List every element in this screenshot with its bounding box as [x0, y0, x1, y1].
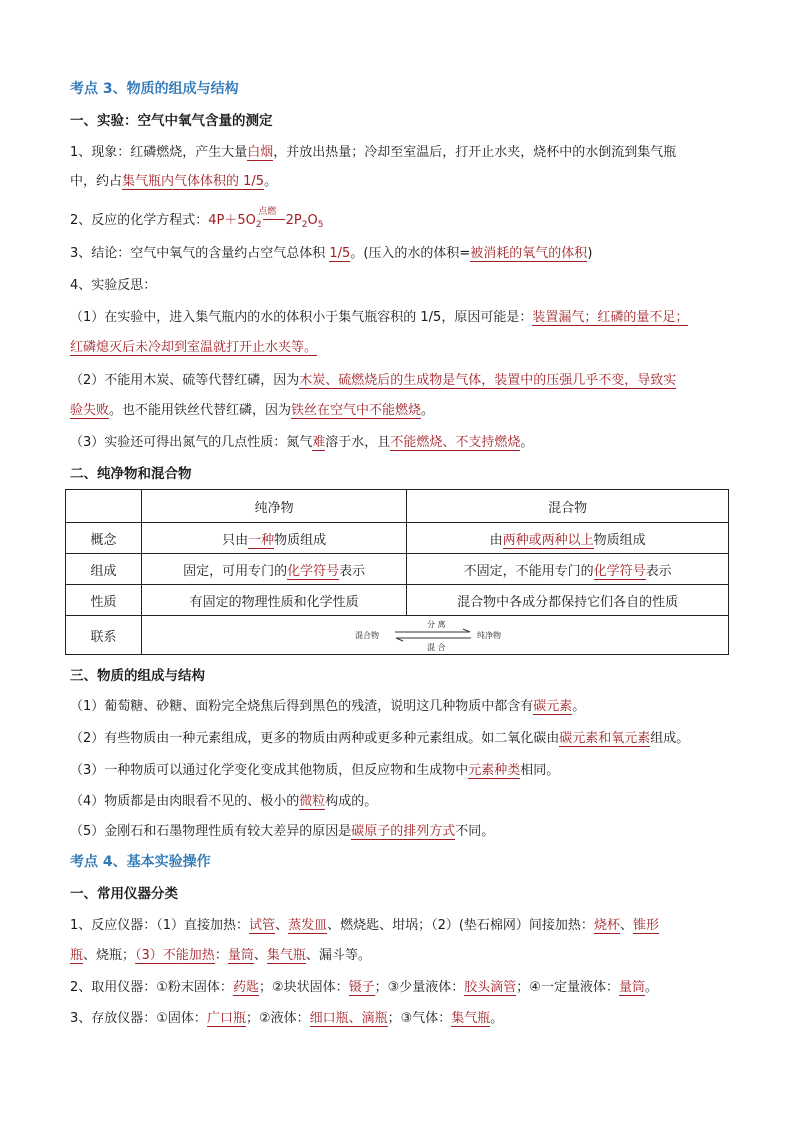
line-reflection-1-cont — [70, 339, 317, 357]
text: 。 — [490, 1011, 504, 1026]
answer: 广口瓶 — [206, 1011, 246, 1026]
text: 物质组成 — [593, 532, 646, 548]
row-header-relation: 联系 — [66, 616, 142, 655]
answer: 集气瓶内气体体积的 1/5 — [122, 174, 265, 189]
diagram-label-separate: 分 离 — [427, 620, 446, 629]
table-row — [66, 490, 729, 523]
text: 2、反应的化学方程式： — [70, 213, 209, 228]
heading-composition-structure: 三、物质的组成与结构 — [70, 668, 205, 684]
eq-sub: 2 — [255, 220, 262, 230]
answer: 蒸发皿 — [288, 918, 328, 933]
answer: 量筒 — [227, 948, 254, 963]
answer: 碳原子的排列方式 — [351, 824, 456, 839]
text: 物质组成 — [274, 532, 327, 548]
text: （1）葡萄糖、砂糖、面粉完全烧焦后得到黑色的残渣，说明这几种物质中都含有 — [70, 699, 534, 714]
text: 。 — [421, 403, 435, 418]
line-reaction-instruments — [70, 917, 659, 935]
answer: （3）不能加热 — [135, 948, 215, 963]
table-row — [66, 554, 729, 585]
table-cell — [407, 554, 729, 585]
text: 、燃烧匙、坩埚；（2）(垫石棉网）间接加热： — [327, 918, 594, 933]
chemical-equation — [208, 207, 324, 230]
section-title-kaodian3: 考点 3、物质的组成与结构 — [70, 81, 239, 97]
table-cell-empty — [66, 490, 142, 523]
answer: 烧杯 — [593, 918, 620, 933]
answer: 瓶 — [70, 948, 84, 963]
line-phenomenon — [70, 144, 676, 162]
text: 、烧瓶； — [83, 948, 136, 963]
text: ： — [214, 948, 228, 963]
text: 、漏斗等。 — [305, 948, 371, 963]
text: 。(压入的水的体积= — [350, 246, 471, 261]
table-cell: 混合物中各成分都保持它们各自的性质 — [407, 585, 729, 616]
line-phenomenon-cont — [70, 173, 277, 191]
table-header-pure: 纯净物 — [142, 490, 407, 523]
answer: 锥形 — [632, 918, 659, 933]
text: （1）在实验中，进入集气瓶内的水的体积小于集气瓶容积的 1/5，原因可能是： — [70, 310, 533, 325]
eq-right: 2P — [285, 213, 302, 228]
eq-sub: 2 — [301, 220, 308, 230]
line-reflection: 4、实验反思： — [70, 278, 157, 293]
eq-right: O — [307, 213, 318, 228]
eq-left: 4P＋5O — [208, 213, 256, 228]
line-reflection-3 — [70, 434, 533, 452]
table-cell — [407, 523, 729, 554]
line-reflection-2-cont — [70, 402, 434, 420]
answer: 化学符号 — [287, 563, 340, 579]
answer: 两种或两种以上 — [502, 532, 594, 548]
answer: 化学符号 — [593, 563, 646, 579]
text: ；③少量液体： — [374, 980, 465, 995]
line-reflection-1 — [70, 309, 688, 327]
text: 只由 — [222, 532, 249, 548]
answer: 红磷熄灭后未冷却到室温就打开止水夹等。 — [70, 340, 318, 355]
answer: 药匙 — [232, 980, 259, 995]
text: （5）金刚石和石墨物理性质有较大差异的原因是 — [70, 824, 352, 839]
answer: 胶头滴管 — [464, 980, 517, 995]
text: （3）一种物质可以通过化学变化变成其他物质，但反应物和生成物中 — [70, 763, 469, 778]
text: 构成的。 — [325, 794, 378, 809]
section-title-kaodian4: 考点 4、基本实验操作 — [70, 854, 211, 870]
text: 表示 — [339, 563, 366, 579]
table-cell — [142, 554, 407, 585]
text: 。 — [572, 699, 586, 714]
line-composition-1 — [70, 698, 585, 716]
text: 中，约占 — [70, 174, 123, 189]
text: ) — [587, 246, 593, 261]
heading-instruments: 一、常用仪器分类 — [70, 886, 178, 902]
line-reflection-2 — [70, 372, 676, 390]
answer: 试管 — [249, 918, 276, 933]
text: 。 — [644, 980, 658, 995]
answer: 验失败 — [70, 403, 110, 418]
eq-sub: 5 — [317, 220, 324, 230]
answer: 细口瓶、滴瓶 — [309, 1011, 388, 1026]
text: 溶于水，且 — [325, 435, 391, 450]
text: 不同。 — [455, 824, 495, 839]
text: （2）不能用木炭、硫等代替红磷，因为 — [70, 373, 300, 388]
answer: 木炭、硫燃烧后的生成物是气体，装置中的压强几乎不变，导致实 — [299, 373, 677, 388]
row-header-concept: 概念 — [66, 523, 142, 554]
answer: 白烟 — [247, 145, 274, 160]
text: 组成。 — [650, 731, 690, 746]
line-fetch-instruments — [70, 979, 658, 997]
text: 。 — [520, 435, 534, 450]
answer: 被消耗的氧气的体积 — [470, 246, 588, 261]
line-equation — [70, 207, 324, 230]
text: 相同。 — [520, 763, 560, 778]
text: 3、存放仪器：①固体： — [70, 1011, 207, 1026]
answer: 一种 — [248, 532, 275, 548]
heading-oxygen-experiment: 一、实验：空气中氧气含量的测定 — [70, 113, 273, 129]
answer: 碳元素和氧元素 — [559, 731, 651, 746]
text: 固定，可用专门的 — [183, 563, 288, 579]
answer: 微粒 — [299, 794, 326, 809]
table-row — [66, 523, 729, 554]
row-header-property: 性质 — [66, 585, 142, 616]
answer: 量筒 — [618, 980, 645, 995]
diagram-label-mixture: 混合物 — [355, 631, 379, 640]
line-composition-3 — [70, 762, 559, 780]
table-cell: 有固定的物理性质和化学性质 — [142, 585, 407, 616]
text: ；②液体： — [245, 1011, 310, 1026]
row-header-composition: 组成 — [66, 554, 142, 585]
line-storage-instruments — [70, 1010, 503, 1028]
line-conclusion — [70, 245, 592, 263]
table-cell — [142, 523, 407, 554]
diagram-label-mix: 混 合 — [427, 643, 446, 652]
text: ；②块状固体： — [258, 980, 349, 995]
text: （3）实验还可得出氮气的几点性质：氮气 — [70, 435, 313, 450]
text: 、 — [275, 918, 289, 933]
line-composition-4 — [70, 793, 377, 811]
text: 。 — [264, 174, 278, 189]
answer: 集气瓶 — [266, 948, 306, 963]
text: ；④一定量液体： — [516, 980, 619, 995]
table-cell-diagram — [142, 616, 729, 655]
text: 表示 — [645, 563, 672, 579]
double-arrow-icon — [393, 628, 473, 642]
text: 、 — [253, 948, 267, 963]
table-row — [66, 585, 729, 616]
text: 。也不能用铁丝代替红磷，因为 — [109, 403, 292, 418]
line-composition-5 — [70, 823, 494, 841]
heading-pure-mixture: 二、纯净物和混合物 — [70, 466, 192, 482]
answer: 装置漏气；红磷的量不足； — [532, 310, 689, 325]
text: 、 — [619, 918, 633, 933]
text: （4）物质都是由肉眼看不见的、极小的 — [70, 794, 300, 809]
comparison-table — [65, 489, 729, 655]
answer: 集气瓶 — [451, 1011, 491, 1026]
text: 3、结论：空气中氧气的含量约占空气总体积 — [70, 246, 330, 261]
diagram-label-pure: 纯净物 — [477, 631, 501, 640]
answer: 难 — [312, 435, 326, 450]
answer: 不能燃烧、不支持燃烧 — [390, 435, 521, 450]
text: （2）有些物质由一种元素组成，更多的物质由两种或更多种元素组成。如二氧化碳由 — [70, 731, 560, 746]
table-row — [66, 616, 729, 655]
text: 不固定，不能用专门的 — [463, 563, 594, 579]
answer: 元素种类 — [468, 763, 521, 778]
text: ，并放出热量；冷却至室温后，打开止水夹，烧杯中的水倒流到集气瓶 — [273, 145, 677, 160]
answer: 1/5 — [329, 246, 351, 261]
text: 1、现象：红磷燃烧，产生大量 — [70, 145, 248, 160]
line-composition-2 — [70, 730, 689, 748]
answer: 铁丝在空气中不能燃烧 — [291, 403, 422, 418]
separation-diagram — [355, 618, 515, 652]
answer: 碳元素 — [533, 699, 573, 714]
eq-condition: 点燃 — [258, 207, 277, 217]
text: ；③气体： — [387, 1011, 452, 1026]
text: 由 — [489, 532, 503, 548]
answer: 镊子 — [348, 980, 375, 995]
table-header-mixture: 混合物 — [407, 490, 729, 523]
line-reaction-instruments-cont — [70, 947, 371, 965]
text: 1、反应仪器：（1）直接加热： — [70, 918, 250, 933]
text: 2、取用仪器：①粉末固体： — [70, 980, 233, 995]
